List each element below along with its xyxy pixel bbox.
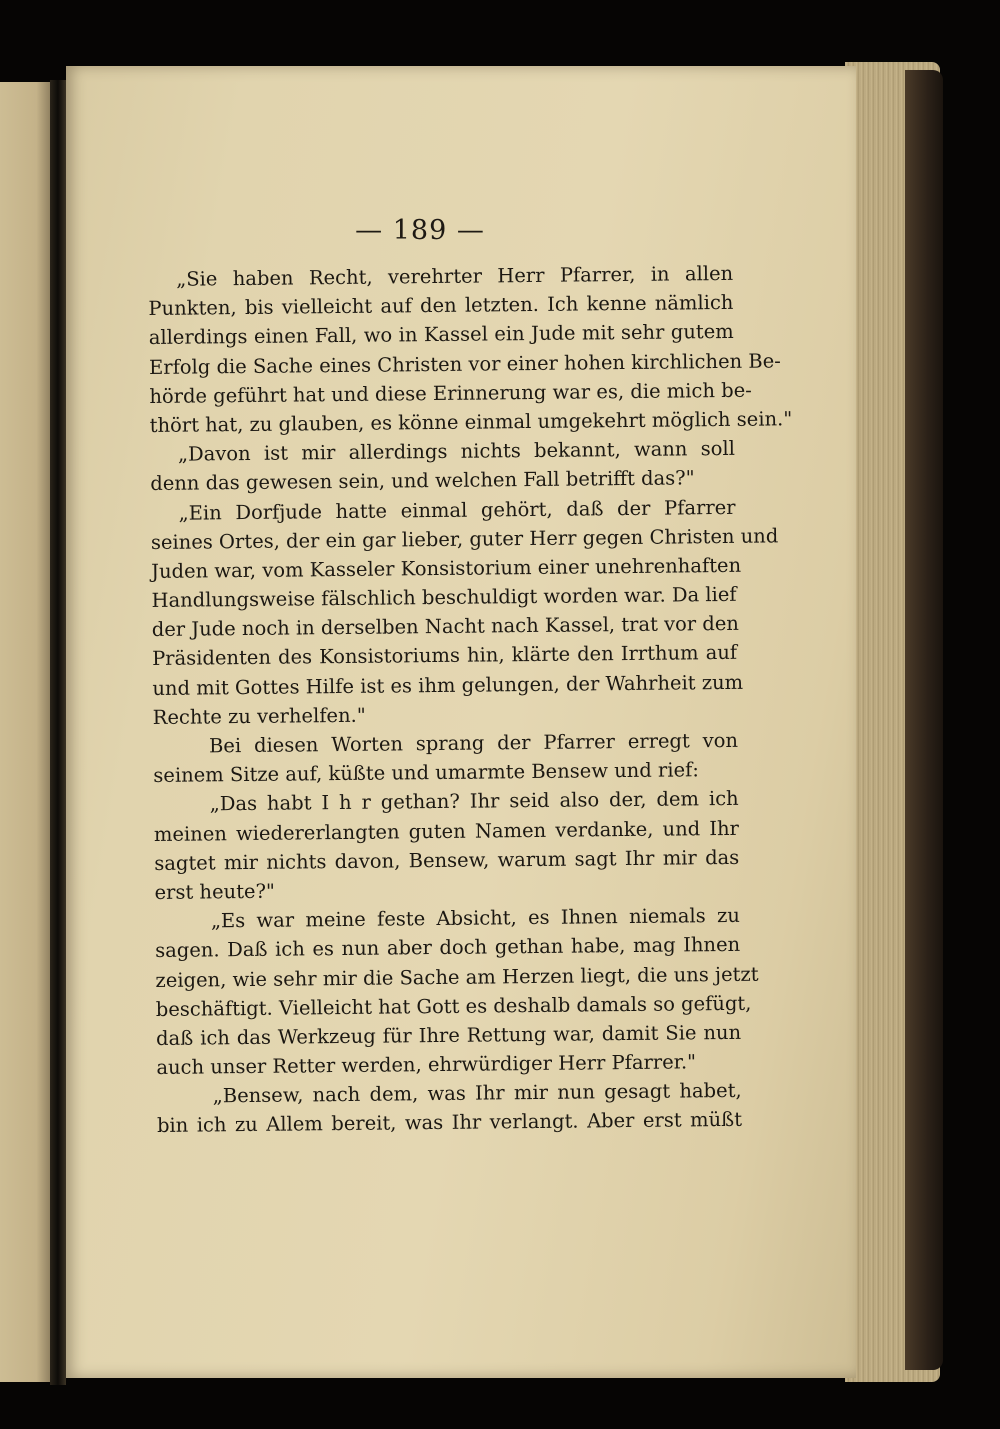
text-line: zeigen, wie sehr mir die Sache am Herzen liegt, die uns jetzt [155, 962, 759, 992]
text-line: „Es war meine feste Absicht, es Ihnen niemals zu [210, 903, 740, 933]
text-line: und mit Gottes Hilfe ist es ihm gelungen, der Wahrheit zum [152, 670, 744, 700]
book-gutter [50, 80, 66, 1385]
text-line: thört hat, zu glauben, es könne einmal umgekehrt möglich sein." [149, 407, 793, 437]
text-line: „Davon ist mir allerdings nichts bekannt, wann soll [177, 436, 736, 466]
text-line: daß ich das Werkzeug für Ihre Rettung war, damit Sie nun [155, 1020, 742, 1050]
text-line: Handlungsweise fälschlich beschuldigt worden war. Da lief [151, 582, 737, 613]
text-line: hörde geführt hat und diese Erinnerung war es, die mich be- [149, 378, 752, 408]
text-line: seinem Sitze auf, küßte und umarmte Bensew und rief: [153, 758, 699, 788]
text-line: der Jude noch in derselben Nacht nach Kassel, trat vor den [151, 612, 740, 642]
text-line: „Bensew, nach dem, was Ihr mir nun gesagt habet, [212, 1079, 742, 1108]
text-line: denn das gewesen sein, und welchen Fall betrifft das?" [150, 466, 695, 496]
text-line: „Sie haben Recht, verehrter Herr Pfarrer, in allen [176, 261, 734, 291]
text-line: seines Ortes, der ein gar lieber, guter Herr gegen Christen und [150, 524, 779, 554]
book-cover-edge [905, 70, 943, 1370]
page-number: — 189 — [355, 215, 485, 246]
text-line: sagtet mir nichts davon, Bensew, warum sagt Ihr mir das [154, 845, 740, 875]
text-line: Erfolg die Sache eines Christen vor einer hohen kirchlichen Be- [148, 348, 781, 379]
text-line: Punkten, bis vielleicht auf den letzten. Ich kenne nämlich [148, 291, 734, 321]
text-line: Juden war, vom Kasseler Konsistorium einer unehrenhaften [151, 553, 742, 583]
text-line: „Das habt I h r gethan? Ihr seid also der, dem ich [209, 787, 739, 816]
text-line: Rechte zu verhelfen." [152, 703, 366, 729]
text-line: auch unser Retter werden, ehrwürdiger Herr Pfarrer." [156, 1050, 697, 1080]
text-line: bin ich zu Allem bereit, was Ihr verlangt. Aber erst müßt [156, 1108, 743, 1138]
text-line: erst heute?" [154, 879, 276, 904]
body-text [148, 259, 793, 1141]
left-page-edge [0, 82, 52, 1382]
text-line: meinen wiedererlangten guten Namen verdanke, und Ihr [153, 816, 740, 846]
text-line: sagen. Daß ich es nun aber doch gethan habe, mag Ihnen [155, 933, 741, 963]
text-line: Bei diesen Worten sprang der Pfarrer erregt von [208, 728, 739, 758]
text-line: „Ein Dorfjude hatte einmal gehört, daß der Pfarrer [178, 495, 736, 525]
text-line: beschäftigt. Vielleicht hat Gott es deshalb damals so gefügt, [155, 991, 752, 1021]
text-line: Präsidenten des Konsistoriums hin, klärte den Irrthum auf [152, 641, 738, 671]
text-line: allerdings einen Fall, wo in Kassel ein Jude mit sehr gutem [148, 320, 734, 350]
